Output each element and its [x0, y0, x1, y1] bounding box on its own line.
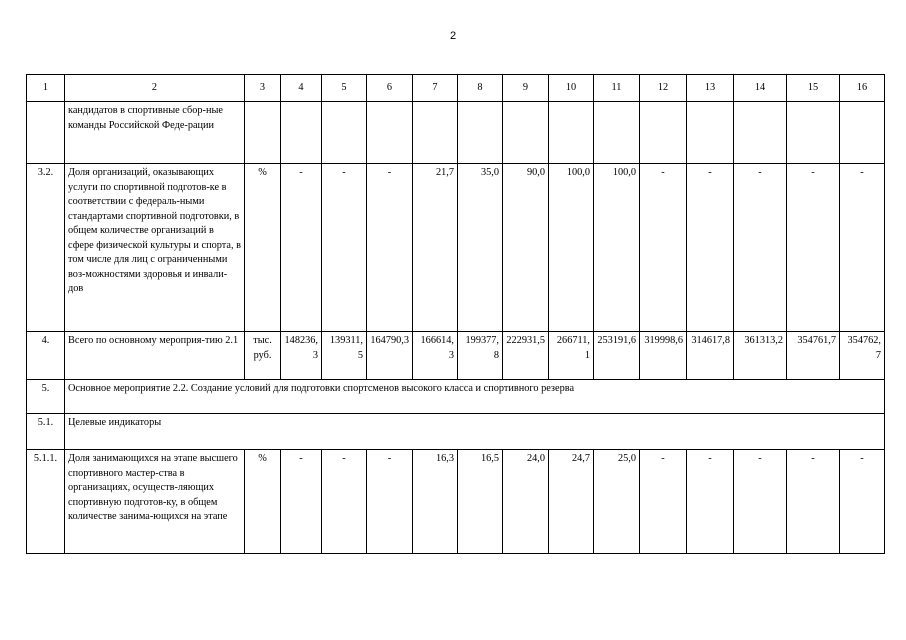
column-header: 3 [245, 75, 281, 102]
unit-cell: % [245, 164, 281, 332]
row-name-cell: Всего по основному мероприя-тию 2.1 [65, 332, 245, 380]
value-cell: 166614,3 [413, 332, 458, 380]
table-row [27, 380, 885, 414]
value-cell: 139311,5 [322, 332, 367, 380]
section-title-cell: Целевые индикаторы [65, 414, 885, 450]
value-cell: - [787, 164, 840, 332]
value-cell: - [367, 164, 413, 332]
value-cell: 16,5 [458, 450, 503, 554]
unit-cell: % [245, 450, 281, 554]
row-code-cell: 4. [27, 332, 65, 380]
column-header: 4 [281, 75, 322, 102]
table-row [27, 414, 885, 450]
value-cell: 21,7 [413, 164, 458, 332]
value-cell: - [734, 164, 787, 332]
value-cell: 24,0 [503, 450, 549, 554]
row-name-cell: кандидатов в спортивные сбор-ные команды Российской Феде-рации [65, 102, 245, 164]
value-cell: 361313,2 [734, 332, 787, 380]
column-header: 7 [413, 75, 458, 102]
value-cell: - [322, 450, 367, 554]
value-cell: 16,3 [413, 450, 458, 554]
value-cell: - [840, 164, 885, 332]
value-cell: 24,7 [549, 450, 594, 554]
value-cell: - [787, 450, 840, 554]
column-header: 8 [458, 75, 503, 102]
column-header: 12 [640, 75, 687, 102]
value-cell: - [687, 450, 734, 554]
table-row [27, 332, 885, 380]
value-cell: 35,0 [458, 164, 503, 332]
value-cell: 100,0 [549, 164, 594, 332]
value-cell: - [322, 164, 367, 332]
value-cell: 100,0 [594, 164, 640, 332]
value-cell: 25,0 [594, 450, 640, 554]
value-cell: 314617,8 [687, 332, 734, 380]
value-cell: - [281, 164, 322, 332]
value-cell: 354762,7 [840, 332, 885, 380]
value-cell: - [367, 450, 413, 554]
row-code-cell [27, 102, 65, 164]
row-name-cell: Доля занимающихся на этапе высшего спортивного мастер-ства в организациях, осуществ-ляющих спортивную подготов-ку, в общем количестве занима-ющихся на этапе [65, 450, 245, 554]
column-header: 13 [687, 75, 734, 102]
value-cell: - [840, 450, 885, 554]
value-cell: 253191,6 [594, 332, 640, 380]
value-cell: - [640, 164, 687, 332]
row-code-cell: 5.1.1. [27, 450, 65, 554]
value-cell: - [281, 450, 322, 554]
row-name-cell: Доля организаций, оказывающих услуги по спортивной подготов-ке в соответствии с федераль-ными стандартами спортивной подготовки, в общем количестве организаций в сфере физической культуры и спорта, в том числе для лиц с ограниченными воз-можностями здоровья и инвали-дов [65, 164, 245, 332]
row-code-cell: 3.2. [27, 164, 65, 332]
column-header: 5 [322, 75, 367, 102]
data-table [26, 74, 885, 554]
header-row [27, 75, 885, 102]
column-header: 10 [549, 75, 594, 102]
value-cell: 90,0 [503, 164, 549, 332]
section-title-cell: Основное мероприятие 2.2. Создание условий для подготовки спортсменов высокого класса и спортивного резерва [65, 380, 885, 414]
unit-cell: тыс. руб. [245, 332, 281, 380]
row-code-cell: 5. [27, 380, 65, 414]
value-cell: 164790,3 [367, 332, 413, 380]
value-cell: 148236,3 [281, 332, 322, 380]
value-cell: 319998,6 [640, 332, 687, 380]
value-cell: 222931,5 [503, 332, 549, 380]
column-header: 11 [594, 75, 640, 102]
value-cell: 199377,8 [458, 332, 503, 380]
value-cell: - [687, 164, 734, 332]
value-cell: - [734, 450, 787, 554]
table-row [27, 450, 885, 554]
column-header: 9 [503, 75, 549, 102]
value-cell: 354761,7 [787, 332, 840, 380]
column-header: 16 [840, 75, 885, 102]
column-header: 6 [367, 75, 413, 102]
table-row [27, 164, 885, 332]
table-row [27, 102, 885, 164]
page-number: 2 [449, 30, 457, 42]
column-header: 2 [65, 75, 245, 102]
column-header: 1 [27, 75, 65, 102]
row-code-cell: 5.1. [27, 414, 65, 450]
value-cell: - [640, 450, 687, 554]
column-header: 14 [734, 75, 787, 102]
value-cell: 266711,1 [549, 332, 594, 380]
column-header: 15 [787, 75, 840, 102]
